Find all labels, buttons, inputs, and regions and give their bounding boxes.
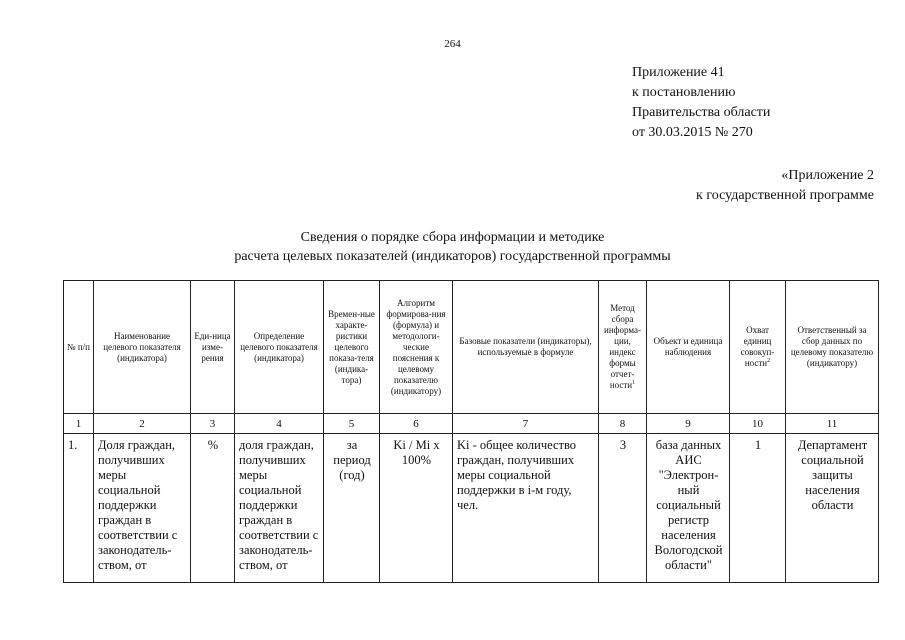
appendix-line: к постановлению <box>632 85 736 100</box>
title-line: Сведения о порядке сбора информации и методике <box>300 230 605 245</box>
collection-method-cell: 3 <box>599 434 647 583</box>
time-characteristics-cell: за период (год) <box>324 434 380 583</box>
table-row <box>64 434 879 583</box>
header-cell: Времен-ные характе-ристики целевого показа-теля (индика-тора) <box>324 281 380 414</box>
column-number-row <box>64 414 879 434</box>
header-cell: Базовые показатели (индикаторы), используемые в формуле <box>453 281 599 414</box>
column-number-cell: 6 <box>380 414 453 434</box>
header-cell: Алгоритм формирова-ния (формула) и методологи-ческие пояснения к целевому показателю (индикатору) <box>380 281 453 414</box>
appendix-line: Правительства области <box>632 105 771 120</box>
program-appendix-line: к государственной программе <box>696 188 874 203</box>
unit-cell: % <box>191 434 235 583</box>
header-cell <box>730 281 786 414</box>
definition-cell: доля граждан, получивших меры социальной поддержки граждан в соответствии с законодатель-ством, от <box>235 434 324 583</box>
column-number-cell: 11 <box>786 414 879 434</box>
header-cell-text: Метод сбора информа-ции, индекс формы отчет-ности <box>604 303 641 390</box>
responsible-cell: Департамент социальной защиты населения области <box>786 434 879 583</box>
footnote-mark: 2 <box>767 358 771 364</box>
appendix-heading <box>632 63 770 143</box>
header-cell: Наименование целевого показателя (индикатора) <box>94 281 191 414</box>
column-number-cell: 1 <box>64 414 94 434</box>
document-title <box>0 228 905 266</box>
base-indicators-cell: Ki - общее количество граждан, получивших меры социальной поддержки в i-м году, чел. <box>453 434 599 583</box>
indicators-table <box>63 280 879 583</box>
program-appendix-heading <box>696 166 874 206</box>
column-number-cell: 7 <box>453 414 599 434</box>
coverage-cell: 1 <box>730 434 786 583</box>
header-cell-text: Охват единиц совокуп-ности <box>740 325 775 368</box>
observation-object-cell: база данных АИС "Электрон-ный социальный регистр населения Вологодской области" <box>647 434 730 583</box>
title-line: расчета целевых показателей (индикаторов) государственной программы <box>234 249 671 264</box>
header-cell: № п/п <box>64 281 94 414</box>
column-number-cell: 10 <box>730 414 786 434</box>
header-cell <box>599 281 647 414</box>
footnote-mark: 1 <box>632 380 636 386</box>
table-header-row <box>64 281 879 414</box>
column-number-cell: 9 <box>647 414 730 434</box>
header-cell: Ответственный за сбор данных по целевому показателю (индикатору) <box>786 281 879 414</box>
column-number-cell: 8 <box>599 414 647 434</box>
row-number-cell: 1. <box>64 434 94 583</box>
appendix-line: от 30.03.2015 № 270 <box>632 125 753 140</box>
header-cell: Определение целевого показателя (индикатора) <box>235 281 324 414</box>
column-number-cell: 5 <box>324 414 380 434</box>
column-number-cell: 4 <box>235 414 324 434</box>
column-number-cell: 2 <box>94 414 191 434</box>
page-number: 264 <box>444 38 461 50</box>
column-number-cell: 3 <box>191 414 235 434</box>
appendix-line: Приложение 41 <box>632 65 725 80</box>
header-cell: Объект и единица наблюдения <box>647 281 730 414</box>
formula-cell: Ki / Mi x 100% <box>380 434 453 583</box>
indicator-name-cell: Доля граждан, получивших меры социальной поддержки граждан в соответствии с законодатель-ством, от <box>94 434 191 583</box>
program-appendix-line: «Приложение 2 <box>781 168 874 183</box>
header-cell: Еди-ница изме-рения <box>191 281 235 414</box>
